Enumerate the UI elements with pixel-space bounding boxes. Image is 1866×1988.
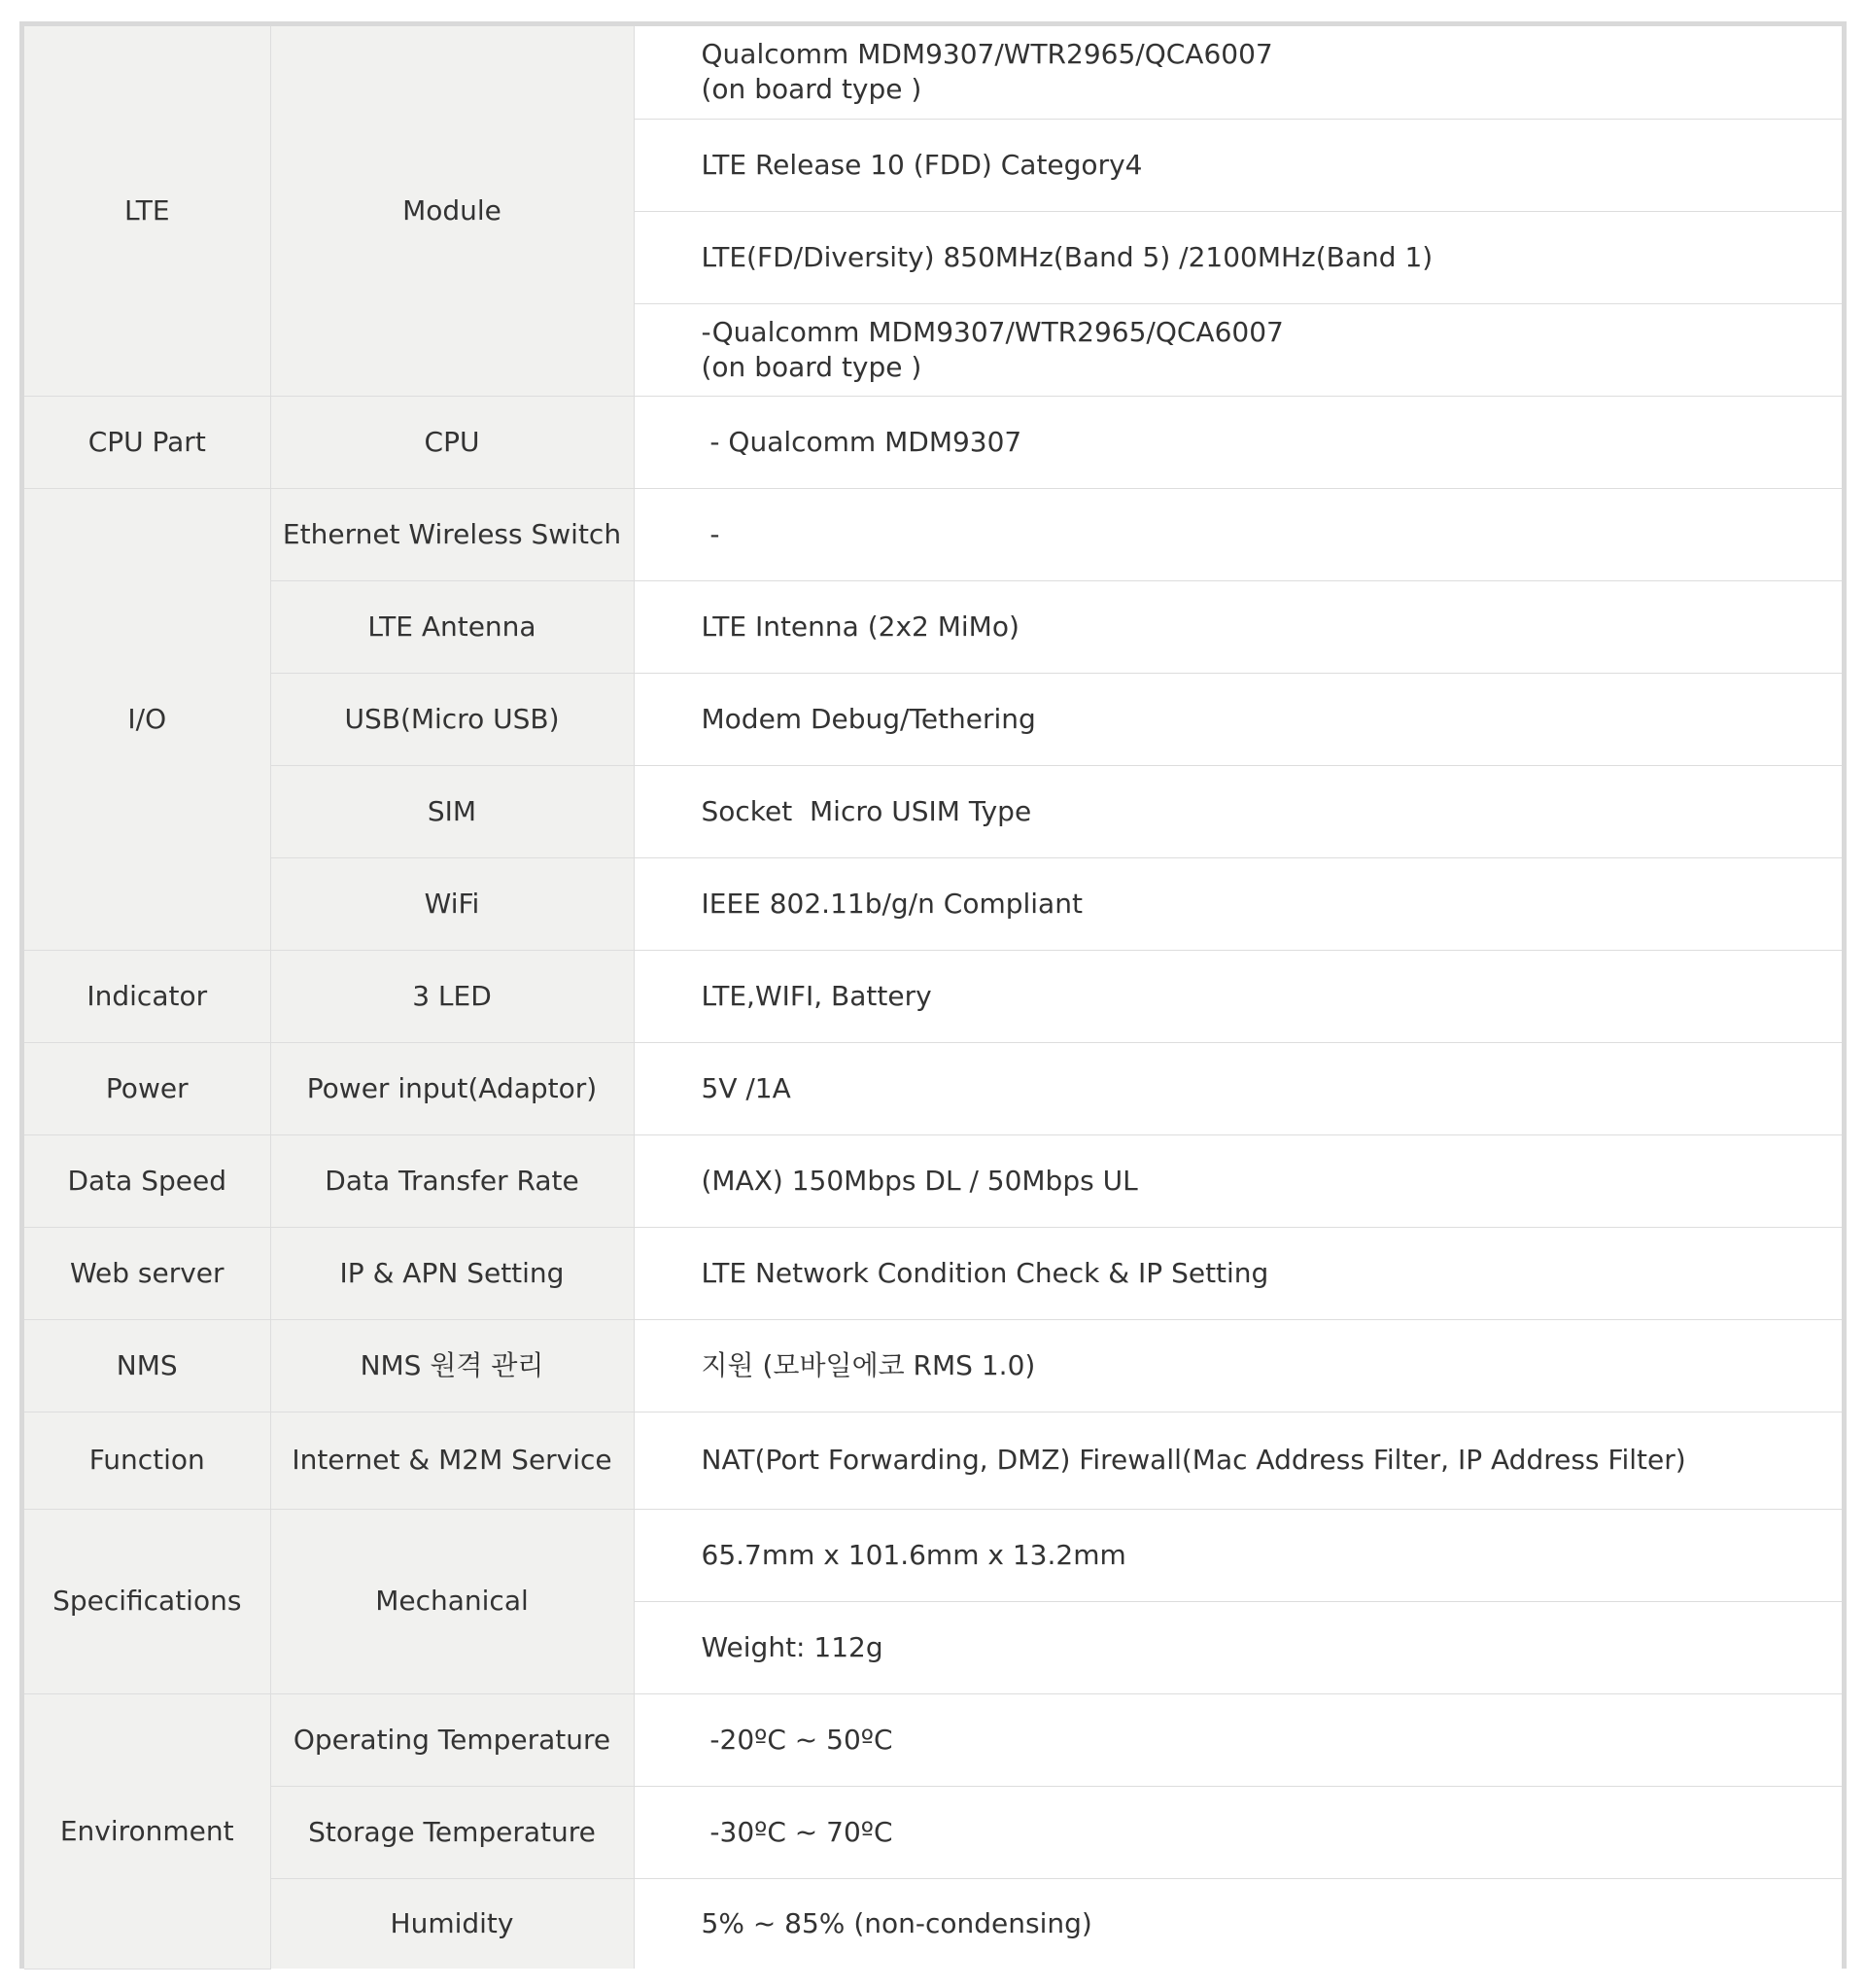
table-row [24,26,1842,119]
category-cell-indicator: Indicator [24,950,270,1042]
category-cell-function: Function [24,1412,270,1509]
spec-cell: 5% ~ 85% (non-condensing) [634,1878,1842,1969]
category-cell-environment: Environment [24,1693,270,1969]
table-row [24,396,1842,488]
spec-cell: Weight: 112g [634,1601,1842,1693]
item-cell-storage-temperature: Storage Temperature [270,1786,634,1878]
spec-cell: -30ºC ~ 70ºC [634,1786,1842,1878]
table-row [24,1509,1842,1601]
spec-cell: (MAX) 150Mbps DL / 50Mbps UL [634,1134,1842,1227]
category-cell-data-speed: Data Speed [24,1134,270,1227]
table-row [24,950,1842,1042]
spec-table [24,26,1842,1970]
category-cell-nms: NMS [24,1319,270,1412]
spec-cell: LTE Release 10 (FDD) Category4 [634,119,1842,211]
item-cell-data-transfer-rate: Data Transfer Rate [270,1134,634,1227]
spec-cell: Qualcomm MDM9307/WTR2965/QCA6007 (on board type ) [634,26,1842,119]
spec-cell: -Qualcomm MDM9307/WTR2965/QCA6007 (on board type ) [634,303,1842,396]
table-row [24,673,1842,765]
table-row [24,1693,1842,1786]
category-cell-lte: LTE [24,26,270,396]
spec-cell: LTE(FD/Diversity) 850MHz(Band 5) /2100MHz(Band 1) [634,211,1842,303]
spec-cell: -20ºC ~ 50ºC [634,1693,1842,1786]
table-row [24,765,1842,857]
spec-cell: LTE,WIFI, Battery [634,950,1842,1042]
spec-cell: Socket Micro USIM Type [634,765,1842,857]
spec-cell: LTE Intenna (2x2 MiMo) [634,580,1842,673]
item-cell-sim: SIM [270,765,634,857]
item-cell-ip-apn-setting: IP & APN Setting [270,1227,634,1319]
table-row [24,1042,1842,1134]
table-row [24,1786,1842,1878]
category-cell-power: Power [24,1042,270,1134]
table-row [24,857,1842,950]
item-cell-usb: USB(Micro USB) [270,673,634,765]
item-cell-mechanical: Mechanical [270,1509,634,1693]
table-row [24,1412,1842,1509]
item-cell-wifi: WiFi [270,857,634,950]
category-cell-specifications: Specifications [24,1509,270,1693]
spec-cell: Modem Debug/Tethering [634,673,1842,765]
category-cell-web-server: Web server [24,1227,270,1319]
item-cell-power-input: Power input(Adaptor) [270,1042,634,1134]
spec-cell: 지원 (모바일에코 RMS 1.0) [634,1319,1842,1412]
spec-cell: NAT(Port Forwarding, DMZ) Firewall(Mac Address Filter, IP Address Filter) [634,1412,1842,1509]
item-cell-operating-temperature: Operating Temperature [270,1693,634,1786]
table-row [24,580,1842,673]
item-cell-humidity: Humidity [270,1878,634,1969]
spec-cell: - [634,488,1842,580]
item-cell-lte-antenna: LTE Antenna [270,580,634,673]
table-row [24,1134,1842,1227]
item-cell-3-led: 3 LED [270,950,634,1042]
category-cell-cpu-part: CPU Part [24,396,270,488]
item-cell-cpu: CPU [270,396,634,488]
spec-cell: 5V /1A [634,1042,1842,1134]
item-cell-nms-remote: NMS 원격 관리 [270,1319,634,1412]
item-cell-internet-m2m: Internet & M2M Service [270,1412,634,1509]
spec-cell: IEEE 802.11b/g/n Compliant [634,857,1842,950]
category-cell-io: I/O [24,488,270,950]
table-row [24,1319,1842,1412]
item-cell-ethernet-wireless-switch: Ethernet Wireless Switch [270,488,634,580]
spec-cell: LTE Network Condition Check & IP Setting [634,1227,1842,1319]
table-row [24,1878,1842,1969]
table-row [24,488,1842,580]
table-row [24,1227,1842,1319]
item-cell-module: Module [270,26,634,396]
spec-cell: - Qualcomm MDM9307 [634,396,1842,488]
spec-cell: 65.7mm x 101.6mm x 13.2mm [634,1509,1842,1601]
